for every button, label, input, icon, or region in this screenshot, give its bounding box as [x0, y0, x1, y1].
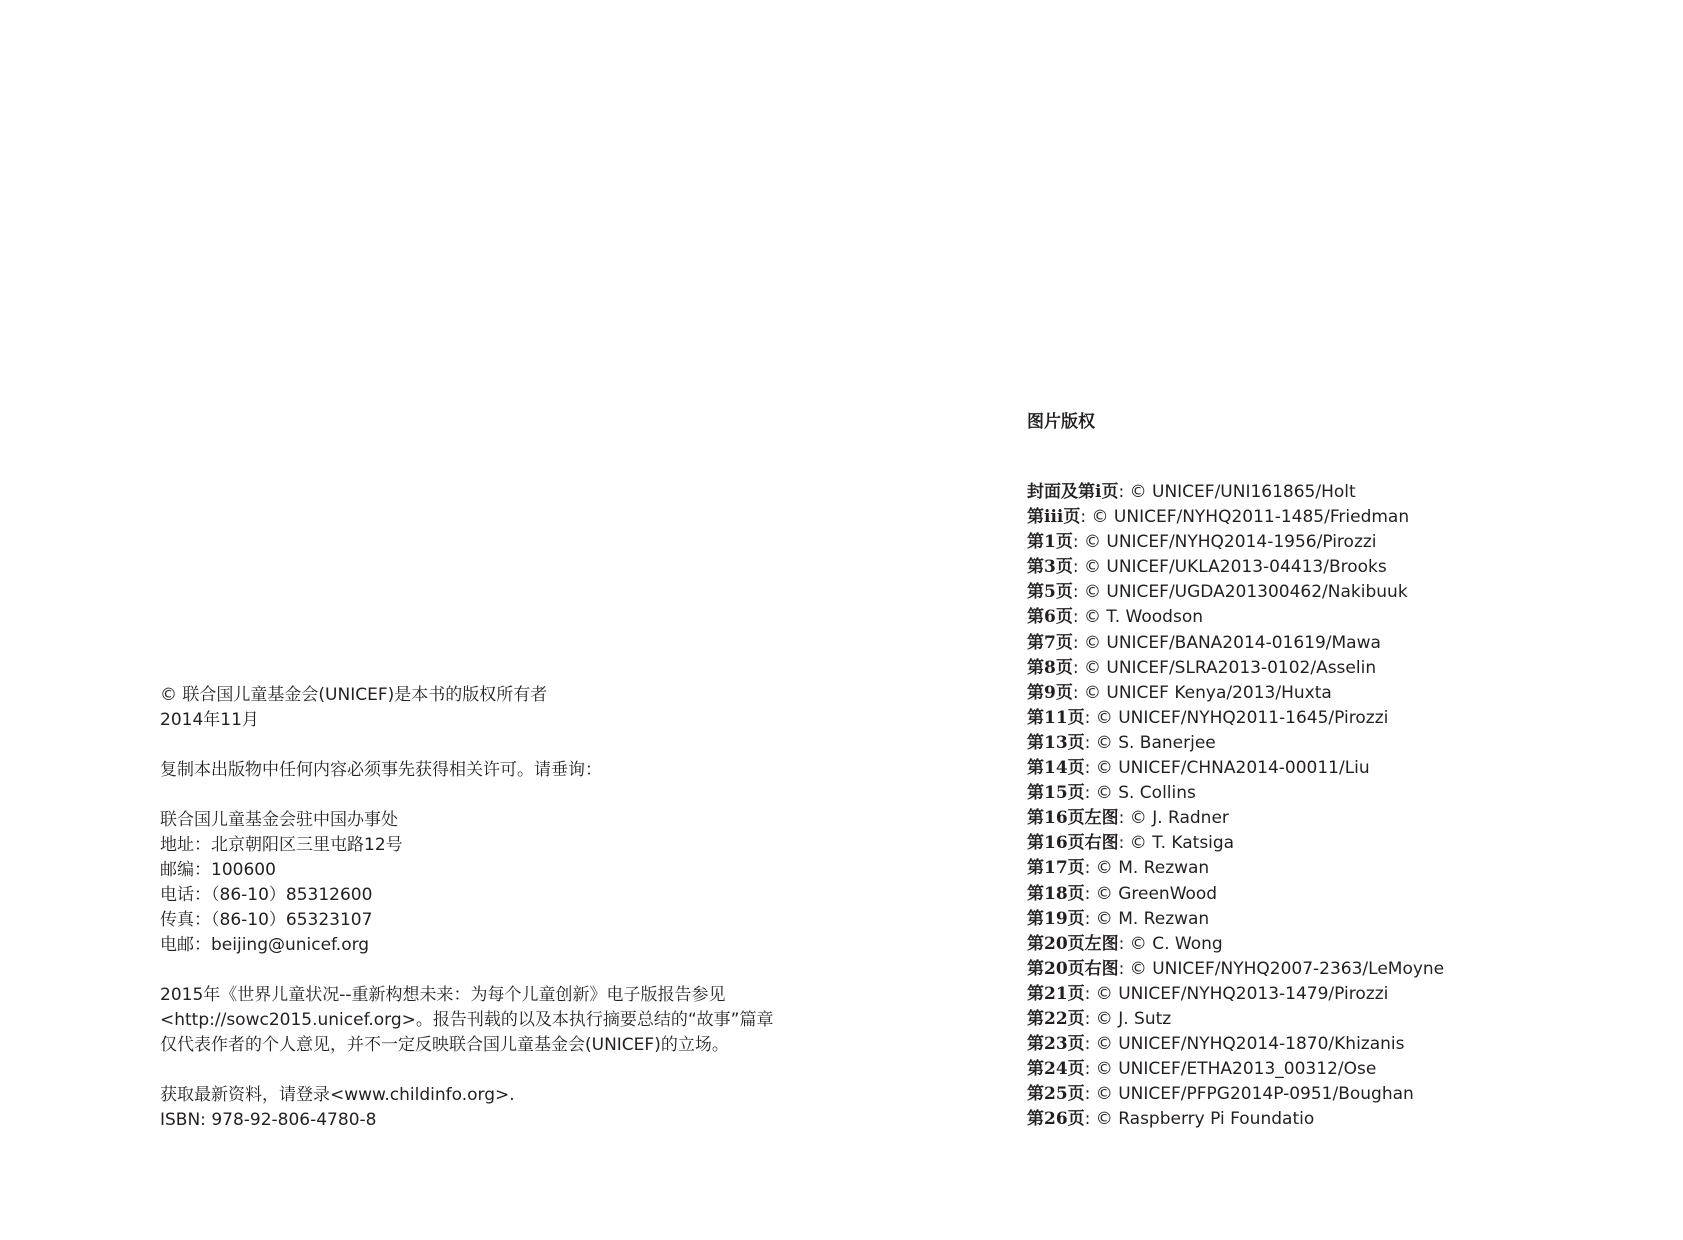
contact-section: [160, 808, 840, 958]
photo-credit-item: [1027, 831, 1444, 856]
credit-page-ref: 第16页右图: [1027, 833, 1119, 854]
photo-credit-item: [1027, 1032, 1444, 1057]
copyright-section: [160, 683, 840, 733]
photo-credit-item: [1027, 1057, 1444, 1082]
credit-page-ref: 第iii页: [1027, 507, 1081, 528]
report-line: 仅代表作者的个人意见，并不一定反映联合国儿童基金会(UNICEF)的立场。: [160, 1035, 729, 1055]
credit-source: : © T. Katsiga: [1118, 833, 1235, 854]
website-text: 获取最新资料，请登录<www.childinfo.org>.: [160, 1085, 515, 1105]
left-page: [0, 0, 840, 1240]
credit-source: : © UNICEF/CHNA2014-00011/Liu: [1084, 758, 1370, 779]
photo-credit-item: [1027, 1107, 1444, 1132]
photo-credit-item: [1027, 907, 1444, 932]
photo-credit-item: [1027, 505, 1444, 530]
credit-page-ref: 第24页: [1027, 1059, 1085, 1080]
copyright-notice: © 联合国儿童基金会(UNICEF)是本书的版权所有者: [160, 685, 548, 705]
credit-page-ref: 第23页: [1027, 1034, 1085, 1055]
credit-page-ref: 第25页: [1027, 1084, 1085, 1105]
credit-page-ref: 第7页: [1027, 632, 1073, 653]
contact-email: 电邮：beijing@unicef.org: [160, 935, 370, 955]
report-section: [160, 983, 840, 1058]
report-line: <http://sowc2015.unicef.org>。报告刊载的以及本执行摘要总结的“故事”篇章: [160, 1010, 774, 1030]
credit-source: : © UNICEF/ETHA2013_00312/Ose: [1084, 1059, 1377, 1080]
contact-postcode: 邮编：100600: [160, 860, 276, 880]
credit-page-ref: 第13页: [1027, 732, 1085, 753]
credit-source: : © UNICEF/UGDA201300462/Nakibuuk: [1072, 582, 1408, 603]
credit-page-ref: 第6页: [1027, 607, 1073, 628]
credit-source: : © UNICEF/UKLA2013-04413/Brooks: [1072, 557, 1387, 578]
credit-source: : © S. Collins: [1084, 783, 1196, 804]
photo-credit-item: [1027, 656, 1444, 681]
credit-page-ref: 第18页: [1027, 883, 1085, 904]
credit-page-ref: 第26页: [1027, 1109, 1085, 1130]
credit-source: : © UNICEF/BANA2014-01619/Mawa: [1072, 632, 1381, 653]
photo-credit-item: [1027, 756, 1444, 781]
credit-source: : © J. Radner: [1118, 808, 1229, 829]
permission-text: 复制本出版物中任何内容必须事先获得相关许可。请垂询：: [160, 760, 602, 780]
photo-credits-list: [1027, 480, 1444, 1132]
permission-section: [160, 758, 840, 783]
contact-fax: 传真：（86-10）65323107: [160, 910, 373, 930]
credit-page-ref: 第16页左图: [1027, 808, 1119, 829]
credit-page-ref: 第15页: [1027, 783, 1085, 804]
credit-source: : © Raspberry Pi Foundatio: [1084, 1109, 1315, 1130]
photo-credit-item: [1027, 957, 1444, 982]
photo-credit-item: [1027, 731, 1444, 756]
photo-credit-item: [1027, 806, 1444, 831]
credit-page-ref: 封面及第i页: [1027, 482, 1119, 502]
imprint-block: [160, 683, 840, 1133]
contact-address: 地址：北京朝阳区三里屯路12号: [160, 835, 403, 855]
photo-credit-item: [1027, 882, 1444, 907]
credit-page-ref: 第8页: [1027, 657, 1073, 678]
photo-credit-item: [1027, 681, 1444, 706]
photo-credit-item: [1027, 856, 1444, 881]
footer-section: [160, 1083, 840, 1133]
credit-source: : © M. Rezwan: [1084, 858, 1210, 879]
credit-source: : © M. Rezwan: [1084, 908, 1210, 929]
credit-source: : © UNICEF/NYHQ2011-1485/Friedman: [1080, 507, 1410, 528]
credit-source: : © C. Wong: [1118, 933, 1223, 954]
credit-source: : © GreenWood: [1084, 883, 1218, 904]
credit-source: : © UNICEF/SLRA2013-0102/Asselin: [1072, 657, 1377, 678]
credit-source: : © UNICEF/UNI161865/Holt: [1118, 482, 1356, 502]
credit-source: : © UNICEF Kenya/2013/Huxta: [1072, 682, 1332, 703]
credit-page-ref: 第9页: [1027, 682, 1073, 703]
credit-page-ref: 第11页: [1027, 707, 1085, 728]
credit-source: : © T. Woodson: [1072, 607, 1203, 628]
photo-credit-item: [1027, 1082, 1444, 1107]
photo-credit-item: [1027, 781, 1444, 806]
photo-credit-item: [1027, 631, 1444, 656]
photo-credit-item: [1027, 480, 1444, 505]
credit-source: : © UNICEF/NYHQ2014-1956/Pirozzi: [1072, 532, 1377, 553]
credit-page-ref: 第20页左图: [1027, 933, 1119, 954]
credit-page-ref: 第1页: [1027, 532, 1073, 553]
credit-source: : © UNICEF/NYHQ2007-2363/LeMoyne: [1118, 958, 1445, 979]
photo-credit-item: [1027, 605, 1444, 630]
credit-source: : © UNICEF/NYHQ2011-1645/Pirozzi: [1084, 707, 1389, 728]
report-line: 2015年《世界儿童状况--重新构想未来：为每个儿童创新》电子版报告参见: [160, 985, 726, 1005]
credit-page-ref: 第5页: [1027, 582, 1073, 603]
photo-credit-item: [1027, 982, 1444, 1007]
photo-credit-item: [1027, 580, 1444, 605]
credit-source: : © S. Banerjee: [1084, 732, 1216, 753]
credit-source: : © UNICEF/PFPG2014P-0951/Boughan: [1084, 1084, 1414, 1105]
photo-credit-item: [1027, 932, 1444, 957]
contact-office: 联合国儿童基金会驻中国办事处: [160, 810, 398, 830]
photo-credit-item: [1027, 555, 1444, 580]
contact-phone: 电话：（86-10）85312600: [160, 885, 373, 905]
photo-credit-item: [1027, 706, 1444, 731]
credit-page-ref: 第19页: [1027, 908, 1085, 929]
photo-credits-title: 图片版权: [1027, 412, 1095, 432]
publication-date: 2014年11月: [160, 710, 259, 730]
credit-page-ref: 第14页: [1027, 758, 1085, 779]
credit-source: : © J. Sutz: [1084, 1008, 1172, 1029]
credit-page-ref: 第3页: [1027, 557, 1073, 578]
photo-credit-item: [1027, 1007, 1444, 1032]
credit-page-ref: 第22页: [1027, 1008, 1085, 1029]
credit-page-ref: 第17页: [1027, 858, 1085, 879]
isbn: ISBN: 978-92-806-4780-8: [160, 1110, 377, 1130]
credit-source: : © UNICEF/NYHQ2014-1870/Khizanis: [1084, 1034, 1405, 1055]
credit-source: : © UNICEF/NYHQ2013-1479/Pirozzi: [1084, 983, 1389, 1004]
credit-page-ref: 第20页右图: [1027, 958, 1119, 979]
credit-page-ref: 第21页: [1027, 983, 1085, 1004]
right-page: [840, 0, 1683, 1240]
photo-credit-item: [1027, 530, 1444, 555]
